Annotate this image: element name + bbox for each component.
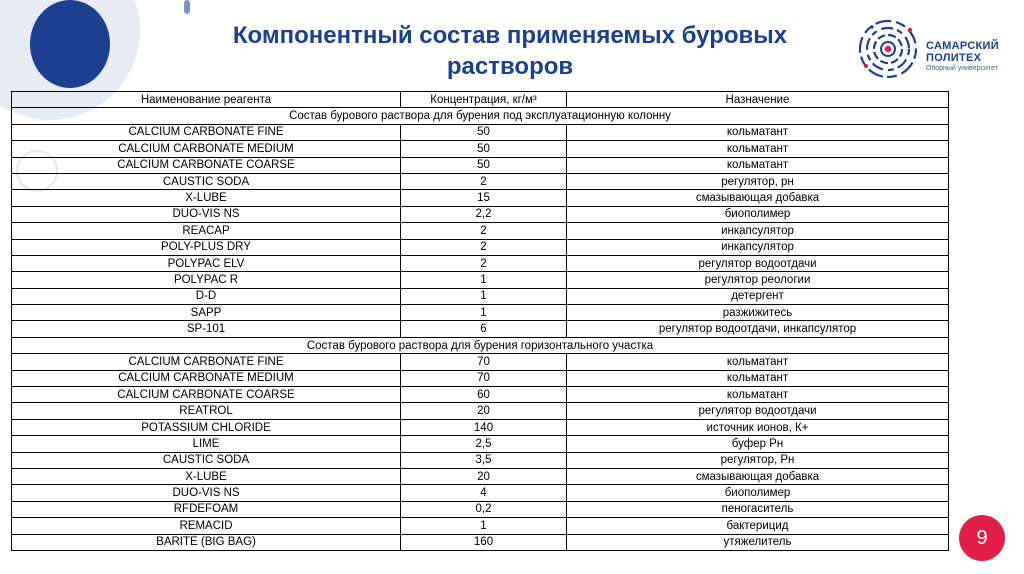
cell-purpose: инкапсулятор <box>567 223 949 239</box>
cell-reagent-name: SP-101 <box>12 321 401 337</box>
cell-reagent-name: CALCIUM CARBONATE MEDIUM <box>12 141 401 157</box>
table-row <box>12 518 949 534</box>
table-row <box>12 173 949 189</box>
cell-purpose: регулятор водоотдачи <box>567 255 949 271</box>
table-row <box>12 305 949 321</box>
cell-reagent-name: POLYPAC ELV <box>12 255 401 271</box>
table-row <box>12 485 949 501</box>
header-purpose: Назначение <box>567 92 949 108</box>
cell-reagent-name: POLY-PLUS DRY <box>12 239 401 255</box>
cell-concentration: 2 <box>401 223 567 239</box>
cell-purpose: инкапсулятор <box>567 239 949 255</box>
section-title-row <box>12 337 949 353</box>
cell-purpose: бактерицид <box>567 518 949 534</box>
cell-reagent-name: X-LUBE <box>12 190 401 206</box>
cell-reagent-name: CALCIUM CARBONATE FINE <box>12 124 401 140</box>
cell-concentration: 50 <box>401 124 567 140</box>
cell-reagent-name: REACAP <box>12 223 401 239</box>
table-row <box>12 157 949 173</box>
table-row <box>12 223 949 239</box>
cell-purpose: кольматант <box>567 157 949 173</box>
slide-title <box>200 20 820 82</box>
cell-concentration: 50 <box>401 157 567 173</box>
cell-reagent-name: D-D <box>12 288 401 304</box>
cell-reagent-name: POLYPAC R <box>12 272 401 288</box>
section-title: Состав бурового раствора для бурения под эксплуатационную колонну <box>12 108 949 124</box>
cell-reagent-name: DUO-VIS NS <box>12 485 401 501</box>
decorative-blue-circle <box>30 0 110 88</box>
cell-concentration: 1 <box>401 518 567 534</box>
page-number-badge: 9 <box>959 515 1005 561</box>
cell-purpose: регулятор, рн <box>567 173 949 189</box>
table-row <box>12 141 949 157</box>
logo-subtitle: Опорный университет <box>926 65 998 72</box>
cell-purpose: регулятор водоотдачи, инкапсулятор <box>567 321 949 337</box>
cell-concentration: 20 <box>401 403 567 419</box>
cell-concentration: 2 <box>401 239 567 255</box>
cell-purpose: регулятор водоотдачи <box>567 403 949 419</box>
table-row <box>12 288 949 304</box>
cell-reagent-name: POTASSIUM CHLORIDE <box>12 419 401 435</box>
cell-reagent-name: CAUSTIC SODA <box>12 173 401 189</box>
table-row <box>12 452 949 468</box>
cell-concentration: 50 <box>401 141 567 157</box>
cell-reagent-name: CALCIUM CARBONATE FINE <box>12 354 401 370</box>
slide-title-line-1: Компонентный состав применяемых буровых <box>232 22 788 49</box>
cell-concentration: 70 <box>401 354 567 370</box>
cell-purpose: буфер Рн <box>567 436 949 452</box>
cell-concentration: 0,2 <box>401 501 567 517</box>
table-row <box>12 206 949 222</box>
cell-purpose: кольматант <box>567 141 949 157</box>
logo-emblem-icon <box>856 14 920 84</box>
reagents-table-body <box>12 92 949 551</box>
cell-reagent-name: LIME <box>12 436 401 452</box>
table-row <box>12 272 949 288</box>
table-row <box>12 468 949 484</box>
cell-reagent-name: CALCIUM CARBONATE MEDIUM <box>12 370 401 386</box>
cell-reagent-name: SAPP <box>12 305 401 321</box>
cell-reagent-name: REMACID <box>12 518 401 534</box>
cell-concentration: 15 <box>401 190 567 206</box>
table-row <box>12 124 949 140</box>
cell-reagent-name: CALCIUM CARBONATE COARSE <box>12 387 401 403</box>
cell-concentration: 140 <box>401 419 567 435</box>
cell-purpose: разжижитесь <box>567 305 949 321</box>
table-row <box>12 321 949 337</box>
cell-concentration: 1 <box>401 305 567 321</box>
decorative-dot <box>184 0 190 14</box>
slide-title-line-2: растворов <box>446 53 574 80</box>
table-row <box>12 436 949 452</box>
cell-concentration: 2,2 <box>401 206 567 222</box>
table-row <box>12 190 949 206</box>
cell-concentration: 20 <box>401 468 567 484</box>
cell-purpose: смазывающая добавка <box>567 190 949 206</box>
cell-purpose: кольматант <box>567 354 949 370</box>
cell-purpose: смазывающая добавка <box>567 468 949 484</box>
cell-purpose: пеногаситель <box>567 501 949 517</box>
cell-reagent-name: X-LUBE <box>12 468 401 484</box>
cell-purpose: кольматант <box>567 387 949 403</box>
cell-purpose: утяжелитель <box>567 534 949 550</box>
cell-purpose: биополимер <box>567 485 949 501</box>
section-title: Состав бурового раствора для бурения горизонтального участка <box>12 337 949 353</box>
cell-concentration: 2 <box>401 255 567 271</box>
cell-reagent-name: DUO-VIS NS <box>12 206 401 222</box>
cell-concentration: 60 <box>401 387 567 403</box>
cell-concentration: 2,5 <box>401 436 567 452</box>
cell-reagent-name: CALCIUM CARBONATE COARSE <box>12 157 401 173</box>
cell-concentration: 4 <box>401 485 567 501</box>
section-title-row <box>12 108 949 124</box>
cell-purpose: детергент <box>567 288 949 304</box>
cell-reagent-name: CAUSTIC SODA <box>12 452 401 468</box>
cell-purpose: источник ионов, К+ <box>567 419 949 435</box>
table-row <box>12 501 949 517</box>
table-row <box>12 419 949 435</box>
table-header-row <box>12 92 949 108</box>
cell-purpose: регулятор реологии <box>567 272 949 288</box>
cell-concentration: 3,5 <box>401 452 567 468</box>
table-row <box>12 239 949 255</box>
cell-concentration: 2 <box>401 173 567 189</box>
reagents-table <box>11 91 949 551</box>
logo-name-line-1: САМАРСКИЙ <box>926 40 999 52</box>
cell-concentration: 160 <box>401 534 567 550</box>
table-row <box>12 403 949 419</box>
table-row <box>12 370 949 386</box>
table-row <box>12 387 949 403</box>
cell-concentration: 70 <box>401 370 567 386</box>
university-logo <box>856 14 1016 84</box>
header-reagent-name: Наименование реагента <box>12 92 401 108</box>
logo-name-line-2: ПОЛИТЕХ <box>926 52 982 64</box>
cell-concentration: 6 <box>401 321 567 337</box>
cell-purpose: биополимер <box>567 206 949 222</box>
cell-concentration: 1 <box>401 288 567 304</box>
cell-reagent-name: REATROL <box>12 403 401 419</box>
table-row <box>12 255 949 271</box>
cell-purpose: кольматант <box>567 124 949 140</box>
cell-purpose: кольматант <box>567 370 949 386</box>
header-concentration: Концентрация, кг/м³ <box>401 92 567 108</box>
table-row <box>12 354 949 370</box>
cell-reagent-name: BARITE (BIG BAG) <box>12 534 401 550</box>
cell-concentration: 1 <box>401 272 567 288</box>
cell-reagent-name: RFDEFOAM <box>12 501 401 517</box>
table-row <box>12 534 949 550</box>
cell-purpose: регулятор, Рн <box>567 452 949 468</box>
